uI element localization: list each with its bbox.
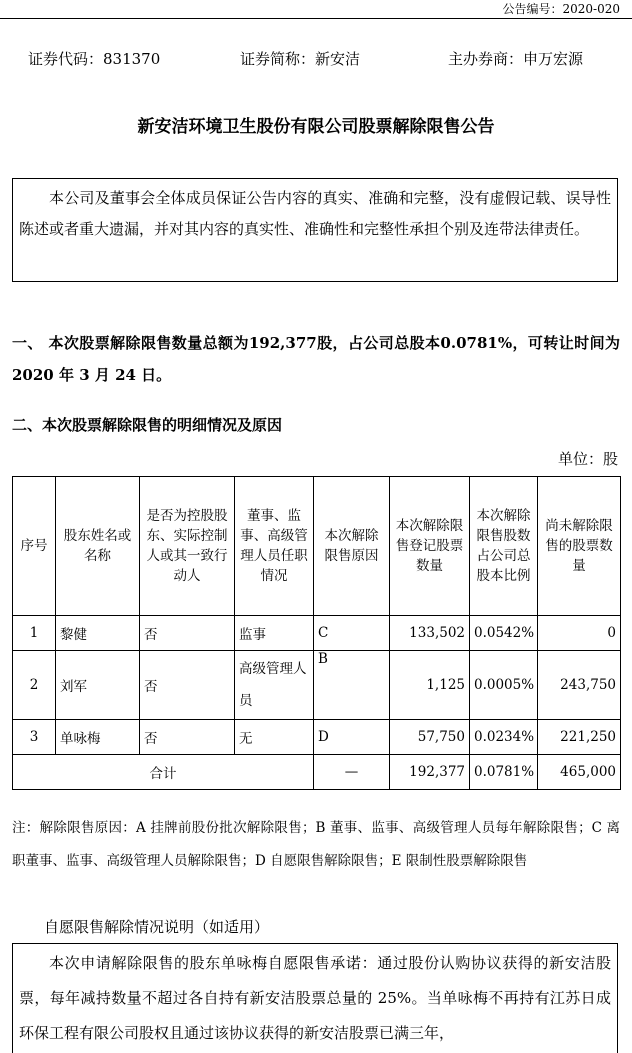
cell-name: 单咏梅: [56, 720, 140, 755]
total-remaining: 465,000: [538, 755, 621, 790]
header-cell: 是否为控股股东、实际控制人或其一致行动人: [140, 477, 235, 616]
cell-ratio: 0.0234%: [470, 720, 538, 755]
header-cell: 本次解除限售原因: [314, 477, 390, 616]
cell-reason: C: [314, 616, 390, 651]
cell-released: 1,125: [390, 651, 470, 720]
voluntary-release-title: 自愿限售解除情况说明（如适用）: [44, 918, 270, 936]
cell-name: 刘军: [56, 651, 140, 720]
cell-controller: 否: [140, 616, 235, 651]
total-ratio: 0.0781%: [470, 755, 538, 790]
table-row: [13, 616, 621, 651]
total-reason: —: [314, 755, 390, 790]
section-2-heading: 二、本次股票解除限售的明细情况及原因: [12, 416, 283, 434]
cell-reason: B: [314, 651, 390, 720]
total-label: 合计: [13, 755, 314, 790]
cell-ratio: 0.0542%: [470, 616, 538, 651]
header-cell: 本次解除限售股数占公司总股本比例: [470, 477, 538, 616]
security-code: 证券代码：831370: [28, 50, 161, 68]
header-divider: [0, 18, 632, 19]
cell-position: 监事: [235, 616, 314, 651]
cell-remaining: 221,250: [538, 720, 621, 755]
header-cell: 序号: [13, 477, 56, 616]
cell-controller: 否: [140, 720, 235, 755]
board-statement-box: 本公司及董事会全体成员保证公告内容的真实、准确和完整，没有虚假记载、误导性陈述或者重大遗漏，并对其内容的真实性、准确性和完整性承担个别及连带法律责任。: [12, 178, 618, 282]
table-row: [13, 720, 621, 755]
total-released: 192,377: [390, 755, 470, 790]
voluntary-release-box: 本次申请解除限售的股东单咏梅自愿限售承诺：通过股份认购协议获得的新安洁股票，每年减持数量不超过各自持有新安洁股票总量的 25%。当单咏梅不再持有江苏日成环保工程有限公司股权且通过该协议获得的新安洁股票已满三年，: [12, 943, 618, 1053]
cell-remaining: 243,750: [538, 651, 621, 720]
cell-no: 1: [13, 616, 56, 651]
security-short-name: 证券简称：新安洁: [240, 50, 361, 68]
release-reason-note: 注：解除限售原因：A 挂牌前股份批次解除限售；B 董事、监事、高级管理人员每年解除限售；C 离职董事、监事、高级管理人员解除限售；D 自愿限售解除限售；E 限制性股票解除限售: [12, 820, 620, 869]
document-title: 新安洁环境卫生股份有限公司股票解除限售公告: [137, 117, 495, 137]
header-cell: 本次解除限售登记股票数量: [390, 477, 470, 616]
cell-name: 黎健: [56, 616, 140, 651]
header-cell: 董事、监事、高级管理人员任职情况: [235, 477, 314, 616]
cell-position: 无: [235, 720, 314, 755]
sponsor-broker: 主办券商：申万宏源: [448, 50, 584, 68]
section-1-summary: 一、 本次股票解除限售数量总额为192,377股，占公司总股本0.0781%，可转让时间为2020 年 3 月 24 日。: [12, 334, 620, 384]
cell-position: 高级管理人员: [235, 651, 314, 720]
cell-ratio: 0.0005%: [470, 651, 538, 720]
table-total-row: [13, 755, 621, 790]
cell-released: 57,750: [390, 720, 470, 755]
header-cell: 股东姓名或名称: [56, 477, 140, 616]
table-row: [13, 651, 621, 720]
release-detail-table: [12, 476, 621, 790]
unit-label: 单位：股: [557, 450, 618, 468]
cell-released: 133,502: [390, 616, 470, 651]
cell-controller: 否: [140, 651, 235, 720]
cell-no: 2: [13, 651, 56, 720]
header-cell: 尚未解除限售的股票数量: [538, 477, 621, 616]
cell-no: 3: [13, 720, 56, 755]
cell-reason: D: [314, 720, 390, 755]
table-header-row: [13, 477, 621, 616]
announcement-number: 公告编号：2020-020: [502, 2, 620, 16]
cell-remaining: 0: [538, 616, 621, 651]
